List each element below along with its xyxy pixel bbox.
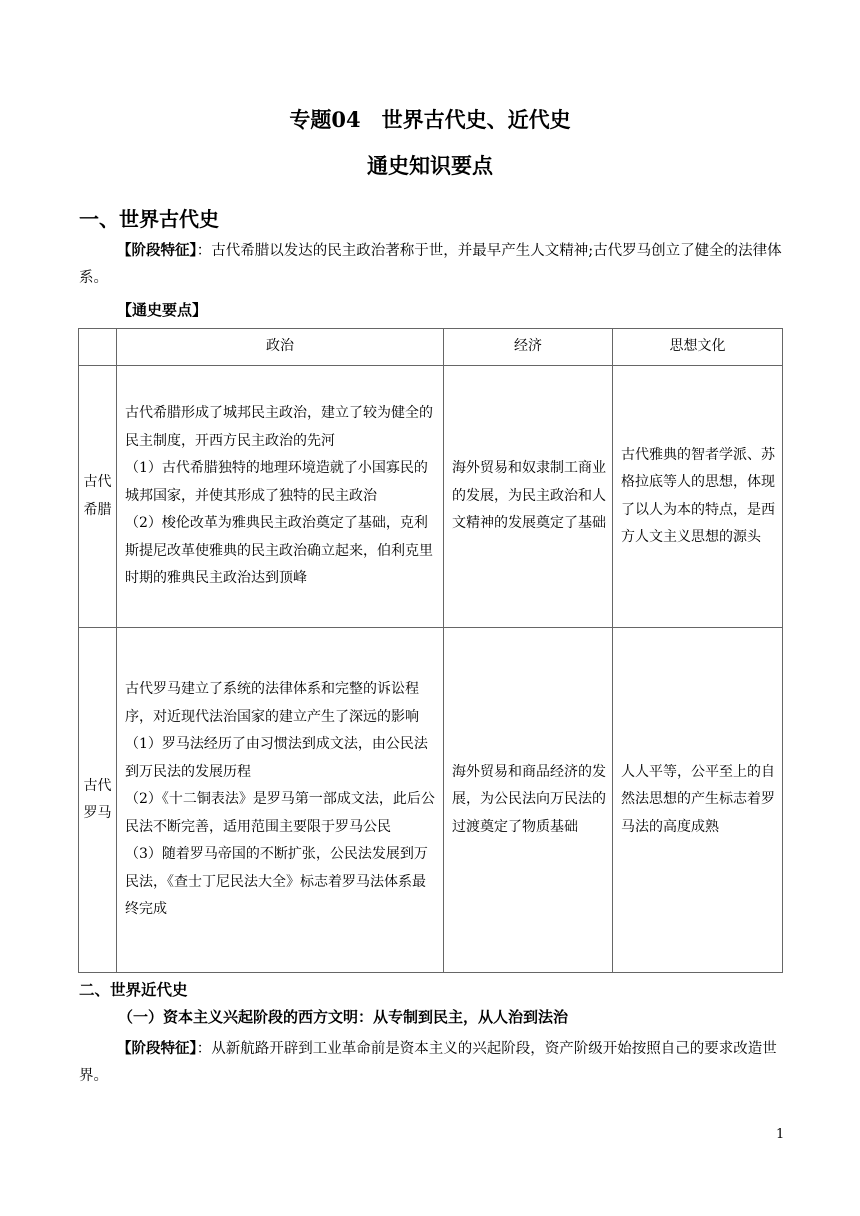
- table-row: [79, 628, 783, 973]
- key-points-table: [78, 328, 783, 973]
- header-politics: 政治: [117, 329, 444, 366]
- row-label-greece: 古代希腊: [79, 366, 117, 628]
- politics-line: 古代希腊形成了城邦民主政治，建立了较为健全的民主制度，开西方民主政治的先河: [125, 405, 433, 449]
- stage-feature-paragraph-modern: [79, 1036, 784, 1090]
- header-culture: 思想文化: [613, 329, 783, 366]
- stage-feature-paragraph-ancient: [79, 238, 784, 292]
- culture-cell-greece: 古代雅典的智者学派、苏格拉底等人的思想，体现了以人为本的特点，是西方人文主义思想的源头: [613, 366, 783, 628]
- stage-feature-label: 【阶段特征】: [117, 1041, 197, 1057]
- stage-feature-text: ：从新航路开辟到工业革命前是资本主义的兴起阶段，资产阶级开始按照自己的要求改造世界。: [79, 1041, 777, 1084]
- politics-line: （1）罗马法经历了由习惯法到成文法，由公民法到万民法的发展历程: [125, 736, 428, 780]
- stage-feature-label: 【阶段特征】: [117, 243, 197, 259]
- header-empty-cell: [79, 329, 117, 366]
- politics-cell-greece: [117, 366, 444, 628]
- page-number: 1: [776, 1127, 785, 1142]
- table-row: [79, 366, 783, 628]
- politics-line: （3）随着罗马帝国的不断扩张，公民法发展到万民法，《查士丁尼民法大全》标志着罗马法体系最终完成: [125, 846, 428, 918]
- table-header-row: [79, 329, 783, 366]
- economy-cell-greece: 海外贸易和奴隶制工商业的发展，为民主政治和人文精神的发展奠定了基础: [444, 366, 613, 628]
- section-heading-ancient: 一、世界古代史: [79, 207, 219, 231]
- header-economy: 经济: [444, 329, 613, 366]
- row-label-rome: 古代罗马: [79, 628, 117, 973]
- culture-cell-rome: 人人平等，公平至上的自然法思想的产生标志着罗马法的高度成熟: [613, 628, 783, 973]
- politics-line: （2）《十二铜表法》是罗马第一部成文法，此后公民法不断完善，适用范围主要限于罗马公民: [125, 791, 435, 835]
- document-subtitle: 通史知识要点: [367, 153, 493, 178]
- politics-line: 古代罗马建立了系统的法律体系和完整的诉讼程序，对近现代法治国家的建立产生了深远的影响: [125, 681, 419, 725]
- key-points-label: 【通史要点】: [117, 301, 208, 319]
- politics-cell-rome: [117, 628, 444, 973]
- politics-line: （1）古代希腊独特的地理环境造就了小国寡民的城邦国家，并使其形成了独特的民主政治: [125, 460, 428, 504]
- politics-line: （2）梭伦改革为雅典民主政治奠定了基础，克利斯提尼改革使雅典的民主政治确立起来，伯利克里时期的雅典民主政治达到顶峰: [125, 515, 433, 587]
- subsection-heading-capitalism: （一）资本主义兴起阶段的西方文明：从专制到民主，从人治到法治: [118, 1008, 569, 1026]
- section-heading-modern: 二、世界近代史: [79, 981, 188, 999]
- economy-cell-rome: 海外贸易和商品经济的发展，为公民法向万民法的过渡奠定了物质基础: [444, 628, 613, 973]
- stage-feature-text: ：古代希腊以发达的民主政治著称于世，并最早产生人文精神;古代罗马创立了健全的法律体系。: [79, 243, 782, 286]
- document-title: 专题04 世界古代史、近代史: [289, 107, 571, 132]
